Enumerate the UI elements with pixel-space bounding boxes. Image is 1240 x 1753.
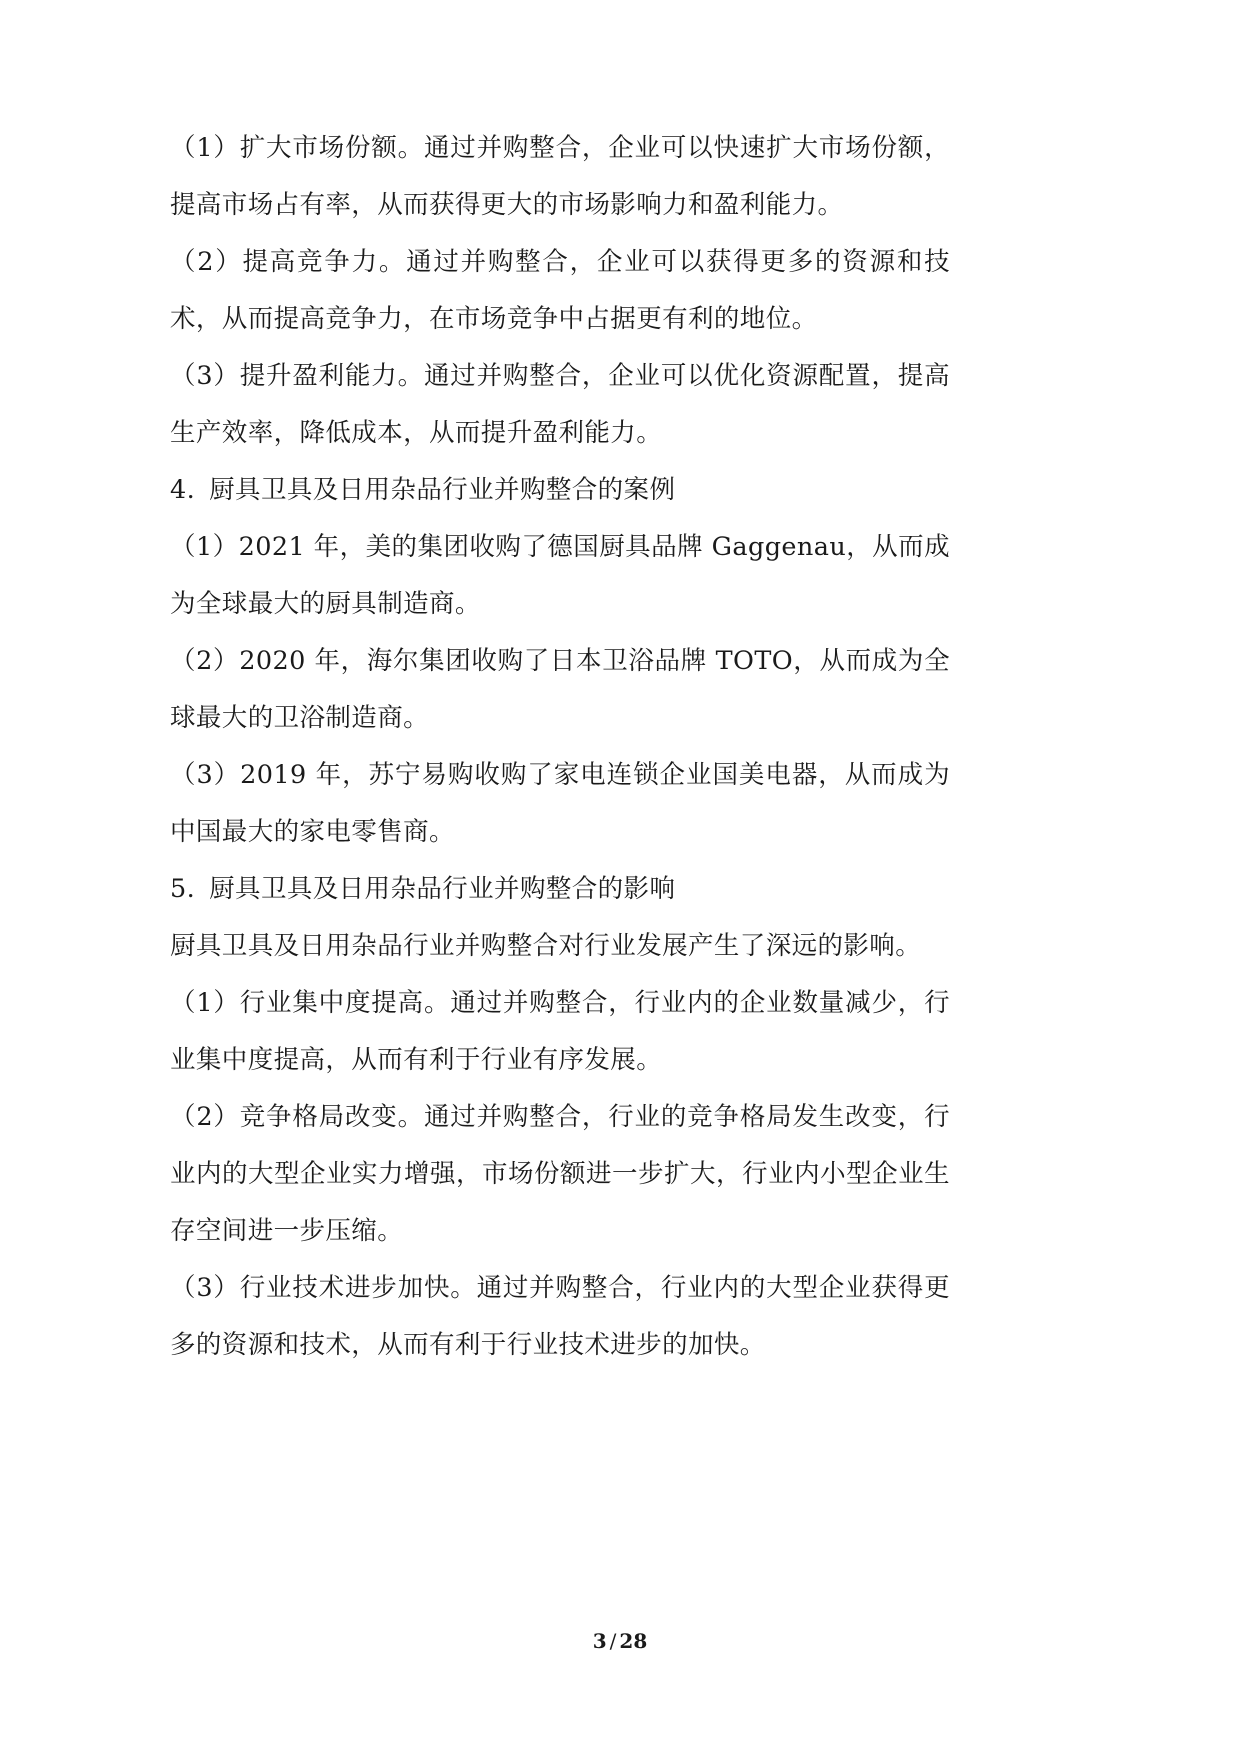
heading-number: 4. — [170, 475, 196, 505]
page-number-current: 3 — [592, 1629, 607, 1653]
heading-text: 厨具卫具及日用杂品行业并购整合的案例 — [209, 475, 676, 505]
heading-text: 厨具卫具及日用杂品行业并购整合的影响 — [209, 874, 676, 904]
paragraph-case-midea-gaggenau: （1）2021 年，美的集团收购了德国厨具品牌 Gaggenau，从而成为全球最大的厨具制造商。 — [170, 532, 950, 619]
heading-merger-impact — [170, 861, 950, 918]
paragraph-case-haier-toto: （2）2020 年，海尔集团收购了日本卫浴品牌 TOTO，从而成为全球最大的卫浴制造商。 — [170, 646, 950, 733]
paragraph-case-suning-gome: （3）2019 年，苏宁易购收购了家电连锁企业国美电器，从而成为中国最大的家电零售商。 — [170, 760, 950, 847]
paragraph-impact-competition-pattern: （2）竞争格局改变。通过并购整合，行业的竞争格局发生改变，行业内的大型企业实力增强，市场份额进一步扩大，行业内小型企业生存空间进一步压缩。 — [170, 1102, 950, 1246]
page-number-total: 28 — [619, 1629, 648, 1653]
paragraph-impact-intro: 厨具卫具及日用杂品行业并购整合对行业发展产生了深远的影响。 — [170, 931, 922, 961]
heading-merger-cases — [170, 462, 950, 519]
page-content — [170, 120, 950, 1374]
paragraph-expand-market-share: （1）扩大市场份额。通过并购整合，企业可以快速扩大市场份额，提高市场占有率，从而获得更大的市场影响力和盈利能力。 — [170, 133, 950, 220]
paragraph-improve-competitiveness: （2）提高竞争力。通过并购整合，企业可以获得更多的资源和技术，从而提高竞争力，在市场竞争中占据更有利的地位。 — [170, 247, 950, 334]
paragraph-impact-technology: （3）行业技术进步加快。通过并购整合，行业内的大型企业获得更多的资源和技术，从而有利于行业技术进步的加快。 — [170, 1273, 950, 1360]
paragraph-improve-profitability: （3）提升盈利能力。通过并购整合，企业可以优化资源配置，提高生产效率，降低成本，从而提升盈利能力。 — [170, 361, 950, 448]
heading-number: 5. — [170, 874, 196, 904]
page-footer — [0, 1629, 1240, 1653]
page-number-separator: / — [609, 1629, 617, 1653]
paragraph-impact-concentration: （1）行业集中度提高。通过并购整合，行业内的企业数量减少，行业集中度提高，从而有利于行业有序发展。 — [170, 988, 950, 1075]
